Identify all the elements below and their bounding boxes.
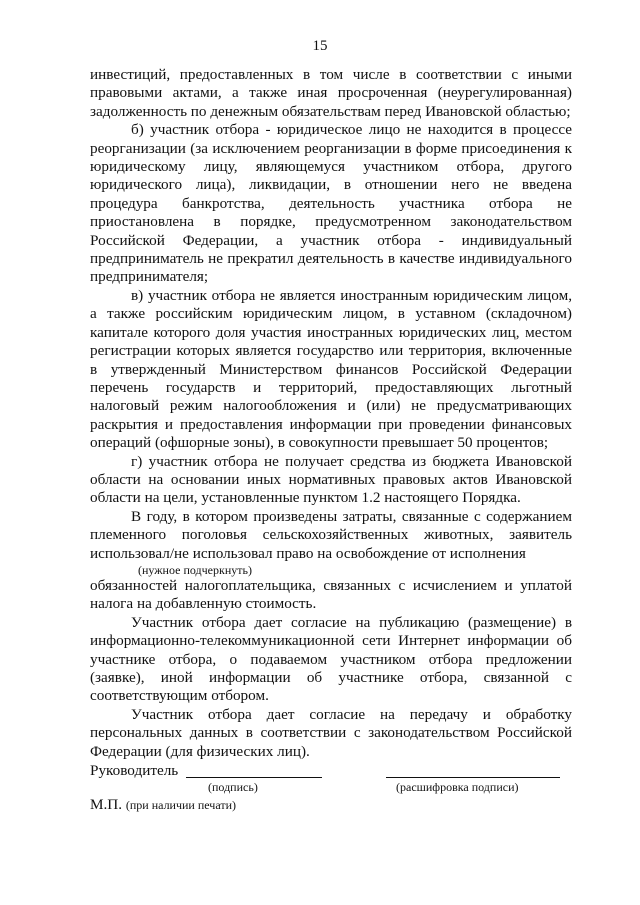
signature-label: Руководитель — [90, 762, 179, 779]
signature-line — [186, 777, 322, 778]
signature-block — [90, 762, 572, 813]
paragraph-publication-consent: Участник отбора дает согласие на публикацию (размещение) в информационно-телекоммуникационной сети Интернет информации об участнике отбора, о подаваемом участником отбора предложении (заявке), иной информации об участнике отбора, связанной с соответствующим отбором. — [90, 613, 572, 705]
signature-decode-line — [386, 777, 560, 778]
signature-decode-caption: (расшифровка подписи) — [396, 780, 519, 794]
underline-note: (нужное подчеркнуть) — [138, 562, 252, 577]
stamp-label: М.П. — [90, 796, 123, 813]
page-number: 15 — [312, 38, 328, 54]
paragraph-b: б) участник отбора - юридическое лицо не находится в процессе реорганизации (за исключением реорганизации в форме присоединения к юридическому лицу, являющемуся участником отбора, другого юридического лица), ликвидации, в отношении него не введена процедура банкротства, деятельность участника отбора не приостановлена в порядке, предусмотренном законодательством Российской Федерации, а участник отбора - индивидуальный предприниматель не прекратил деятельность в качестве индивидуального предпринимателя; — [90, 121, 572, 286]
paragraph-personal-data-consent: Участник отбора дает согласие на передачу и обработку персональных данных в соответствии с законодательством Российской Федерации (для физических лиц). — [90, 705, 572, 760]
paragraph-v: в) участник отбора не является иностранным юридическим лицом, а также российским юридическим лицом, в уставном (складочном) капитале которого доля участия иностранных юридических лиц, местом регистрации которых является государство или территория, включенные в утвержденный Министерством финансов Российской Федерации перечень государств и территорий, предоставляющих льготный налоговый режим налогообложения и (или) не предусматривающих раскрытия и предоставления информации при проведении финансовых операций (офшорные зоны), в совокупности превышает 50 процентов; — [90, 286, 572, 452]
body-text — [90, 66, 572, 761]
paragraph-vat-continued: обязанностей налогоплательщика, связанных с исчислением и уплатой налога на добавленную стоимость. — [90, 576, 572, 613]
paragraph-continuation: инвестиций, предоставленных в том числе в соответствии с иными правовыми актами, а также иная просроченная (неурегулированная) задолженность по денежным обязательствам перед Ивановской областью; — [90, 66, 572, 120]
signature-row — [90, 762, 572, 794]
paragraph-g: г) участник отбора не получает средства из бюджета Ивановской области на основании иных нормативных правовых актов Ивановской области на цели, установленные пунктом 1.2 настоящего Порядка. — [90, 452, 572, 507]
stamp-row — [90, 796, 236, 814]
stamp-note: (при наличии печати) — [125, 798, 237, 812]
paragraph-vat-exemption: В году, в котором произведены затраты, связанные с содержанием племенного поголовья сельскохозяйственных животных, заявитель использовал/не использовал право на освобождение от исполнения — [90, 507, 572, 562]
signature-caption: (подпись) — [208, 780, 258, 794]
